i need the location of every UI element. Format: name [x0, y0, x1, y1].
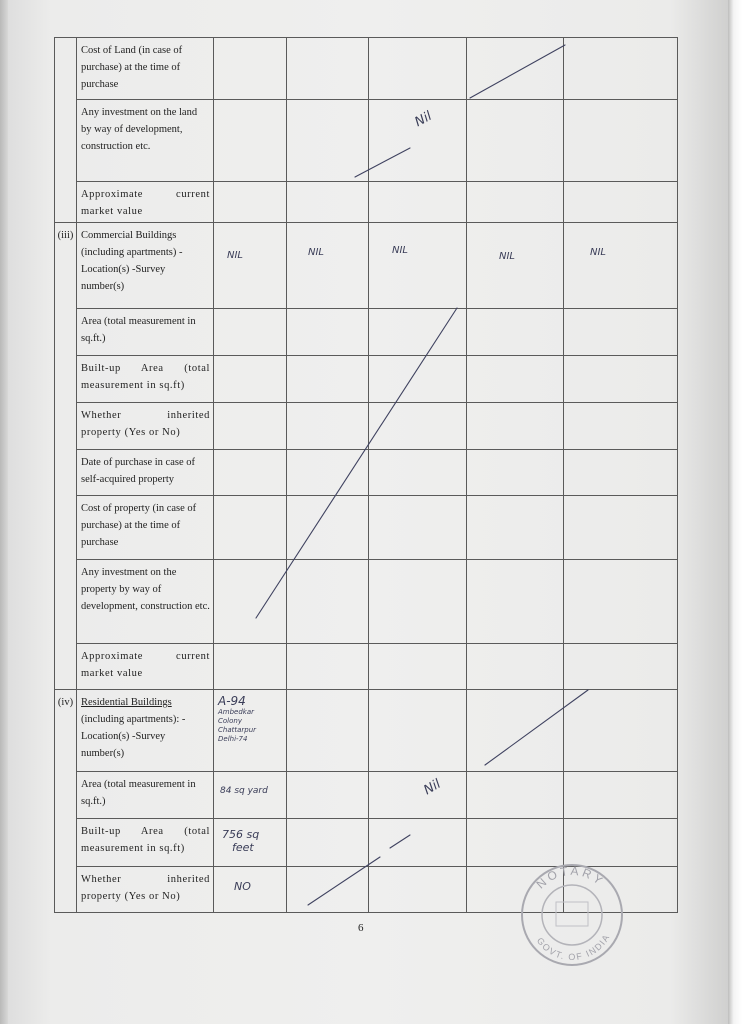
notary-stamp	[512, 860, 632, 970]
table-row	[55, 450, 678, 496]
label-cell	[77, 182, 214, 223]
handwritten-inherited: NO	[234, 880, 251, 893]
row-label: Any investment on the property by way of development, construction etc.	[81, 567, 210, 612]
stamp-inner-ring	[542, 885, 602, 945]
label-cell	[77, 38, 214, 100]
handwritten-builtup	[222, 828, 259, 854]
table-row	[55, 403, 678, 450]
label-cell	[77, 867, 214, 913]
handwritten-text: feet	[232, 841, 254, 854]
label-cell	[77, 450, 214, 496]
label-cell	[77, 819, 214, 867]
asset-declaration-table	[54, 37, 678, 913]
scan-left-edge	[0, 0, 8, 1024]
table-row	[55, 38, 678, 100]
table-row	[55, 496, 678, 560]
residential-label-rest: (including apartments): -Location(s) -Survey number(s)	[81, 714, 186, 759]
row-label: Cost of Land (in case of purchase) at the time of purchase	[81, 45, 183, 90]
handwritten-text: Chattarpur	[218, 726, 257, 734]
table-row	[55, 223, 678, 309]
stamp-center-box	[556, 902, 588, 926]
row-number-cell	[55, 38, 77, 223]
row-label: Built-up Area (total measurement in sq.ft)	[81, 826, 210, 854]
residential-heading: Residential Buildings	[81, 697, 172, 708]
row-label: Whether inherited property (Yes or No)	[81, 410, 210, 438]
table-row	[55, 100, 678, 182]
row-label: Area (total measurement in sq.ft.)	[81, 779, 196, 807]
handwritten-nil: NIL	[227, 250, 244, 261]
table-row	[55, 560, 678, 644]
label-cell	[77, 403, 214, 450]
label-cell	[77, 356, 214, 403]
handwritten-nil: NIL	[499, 251, 516, 262]
row-label: Date of purchase in case of self-acquired property	[81, 457, 195, 485]
handwritten-nil: NIL	[308, 247, 325, 258]
row-label: Commercial Buildings (including apartments) -Location(s) -Survey number(s)	[81, 230, 183, 292]
section-number: (iv)	[55, 690, 77, 913]
section-number: (iii)	[55, 223, 77, 690]
handwritten-nil: Nil	[412, 108, 435, 131]
row-label: Built-up Area (total measurement in sq.ft)	[81, 363, 210, 391]
handwritten-text: Colony	[218, 717, 242, 725]
row-label: Any investment on the land by way of development, construction etc.	[81, 107, 198, 152]
table-row	[55, 356, 678, 403]
stamp-text-top: NOTARY	[533, 863, 608, 892]
handwritten-text: 756 sq	[222, 828, 260, 841]
row-label: Approximate current market value	[81, 189, 210, 217]
row-label: Area (total measurement in sq.ft.)	[81, 316, 196, 344]
label-cell	[77, 223, 214, 309]
label-cell	[77, 309, 214, 356]
row-label	[81, 694, 210, 762]
scan-right-edge	[728, 0, 742, 1024]
label-cell	[77, 100, 214, 182]
label-cell	[77, 560, 214, 644]
handwritten-nil: NIL	[392, 245, 409, 256]
stamp-text-bottom: GOVT. OF INDIA	[534, 931, 612, 963]
page-number: 6	[358, 922, 364, 934]
label-cell	[77, 496, 214, 560]
label-cell	[77, 644, 214, 690]
handwritten-text: Delhi-74	[218, 735, 248, 743]
row-label: Cost of property (in case of purchase) at the time of purchase	[81, 503, 197, 548]
label-cell	[77, 690, 214, 772]
table-row	[55, 690, 678, 772]
table-row	[55, 772, 678, 819]
table-row	[55, 309, 678, 356]
handwritten-nil: Nil	[421, 776, 444, 799]
handwritten-location	[218, 694, 290, 744]
handwritten-nil: NIL	[590, 247, 607, 258]
handwritten-text: A-94	[218, 694, 246, 708]
row-label: Whether inherited property (Yes or No)	[81, 874, 210, 902]
table-row	[55, 182, 678, 223]
row-label: Approximate current market value	[81, 651, 210, 679]
label-cell	[77, 772, 214, 819]
handwritten-text: Ambedkar	[218, 708, 255, 716]
table-row	[55, 644, 678, 690]
handwritten-area: 84 sq yard	[220, 786, 268, 796]
